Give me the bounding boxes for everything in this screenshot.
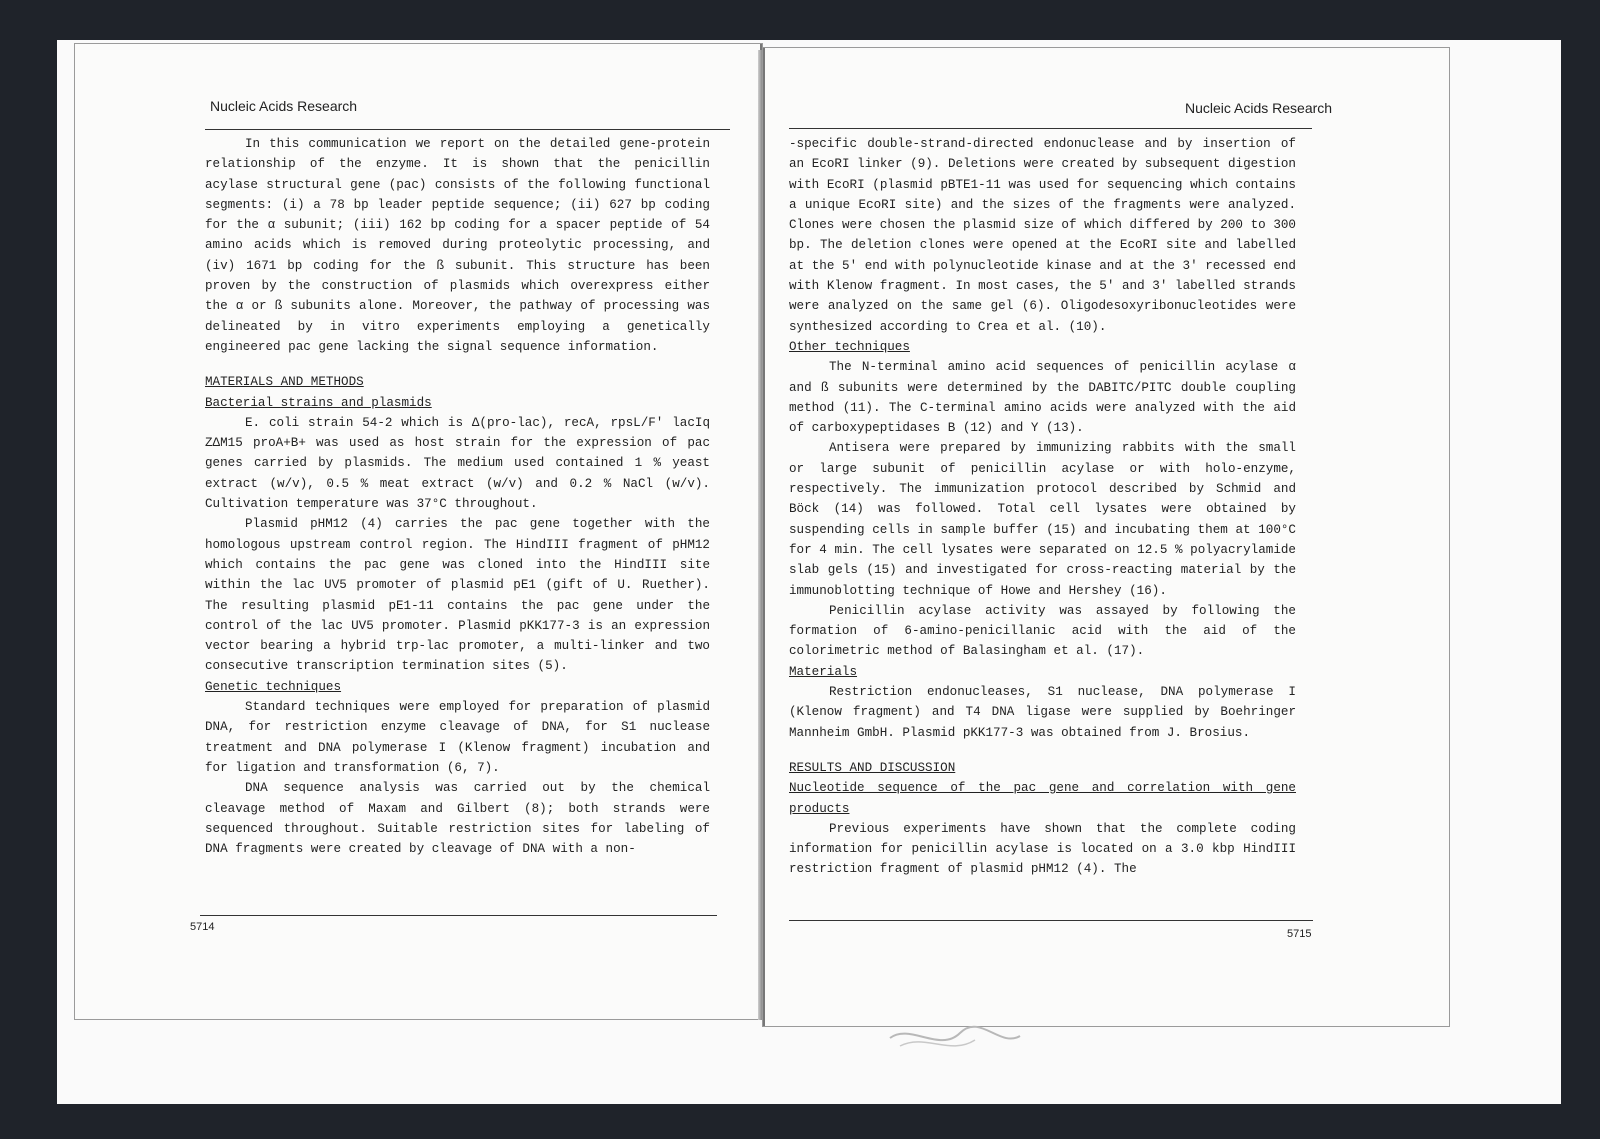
page-number-left: 5714 bbox=[190, 921, 215, 933]
continuation-paragraph: -specific double-strand-directed endonuclease and by insertion of an EcoRI linker (9). Deletions were created by subsequent digestion with EcoRI (plasmid pBTE1-11 was used for sequencing which contains a unique EcoRI site) and the sizes of the fragments were analyzed. Clones were chosen the plasmid size of which differed by 200 to 300 bp. The deletion clones were opened at the EcoRI site and labelled at the 5' end with polynucleotide kinase and at the 3' recessed end with Klenow fragment. In most cases, the 5' and 3' labelled strands were analyzed on the same gel (6). Oligodesoxyribonucleotides were synthesized according to Crea et al. (10). bbox=[789, 137, 1296, 334]
section-heading-results: RESULTS AND DISCUSSION bbox=[789, 760, 956, 775]
left-page bbox=[75, 44, 762, 1019]
journal-header-right: Nucleic Acids Research bbox=[1185, 100, 1333, 116]
ink-smudge bbox=[880, 1018, 1030, 1058]
journal-header-left: Nucleic Acids Research bbox=[210, 98, 358, 114]
page-number-right: 5715 bbox=[1287, 928, 1312, 940]
plasmid-paragraph: Plasmid pHM12 (4) carries the pac gene together with the homologous upstream control region. The HindIII fragment of pHM12 which contains the pac gene was cloned into the HindIII site within the lac UV5 promoter of plasmid pE1 (gift of U. Ruether). The resulting plasmid pE1-11 contains the pac gene under the control of the lac UV5 promoter. Plasmid pKK177-3 is an expression vector bearing a hybrid trp-lac promoter, a multi-linker and two consecutive transcription termination sites (5). bbox=[205, 517, 710, 674]
subheading-materials: Materials bbox=[789, 664, 858, 679]
antisera-paragraph: Antisera were prepared by immunizing rabbits with the small or large subunit of penicillin acylase or with holo-enzyme, respectively. The immunization protocol described by Schmid and Böck (14) was followed. Total cell lysates were obtained by suspending cells in sample buffer (15) and incubating them at 100°C for 4 min. The cell lysates were separated on 12.5 % polyacrylamide slab gels (15) and investigated for cross-reacting material by the immunoblotting technique of Howe and Hershey (16). bbox=[789, 441, 1296, 598]
genetic-paragraph: Standard techniques were employed for preparation of plasmid DNA, for restriction enzyme cleavage of DNA, for S1 nuclease treatment and DNA polymerase I (Klenow fragment) incubation and for ligation and transformation (6, 7). bbox=[205, 700, 710, 775]
footer-rule-right bbox=[789, 920, 1313, 921]
intro-paragraph: In this communication we report on the detailed gene-protein relationship of the enzyme. It is shown that the penicillin acylase structural gene (pac) consists of the following functional segments: (i) a 78 bp leader peptide sequence; (ii) 627 bp coding for the α subunit; (iii) 162 bp coding for a spacer peptide of 54 amino acids which is removed during proteolytic processing, and (iv) 1671 bp coding for the ß subunit. This structure has been proven by the construction of plasmids which overexpress either the α or ß subunits alone. Moreover, the pathway of processing was delineated by in vitro experiments employing a genetically engineered pac gene lacking the signal sequence information. bbox=[205, 137, 710, 354]
strain-paragraph: E. coli strain 54-2 which is Δ(pro-lac), recA, rpsL/F' lacIq ZΔM15 proA+B+ was used as host strain for the expression of pac genes carried by plasmids. The medium used contained 1 % yeast extract (w/v), 0.5 % meat extract (w/v) and 0.2 % NaCl (w/v). Cultivation temperature was 37°C throughout. bbox=[205, 415, 710, 512]
subheading-other: Other techniques bbox=[789, 339, 910, 354]
footer-rule-left bbox=[200, 915, 717, 916]
subheading-nucleotide: Nucleotide sequence of the pac gene and correlation with gene products bbox=[789, 781, 1296, 816]
right-text-column bbox=[789, 134, 1296, 880]
subheading-genetic: Genetic techniques bbox=[205, 679, 342, 694]
left-text-column bbox=[205, 134, 710, 859]
header-rule-right bbox=[789, 128, 1312, 129]
header-rule-left bbox=[205, 129, 730, 130]
section-heading-methods: MATERIALS AND METHODS bbox=[205, 375, 364, 390]
materials-paragraph: Restriction endonucleases, S1 nuclease, DNA polymerase I (Klenow fragment) and T4 DNA ligase were supplied by Boehringer Mannheim GmbH. Plasmid pKK177-3 was obtained from J. Brosius. bbox=[789, 685, 1296, 740]
previous-paragraph: Previous experiments have shown that the complete coding information for penicillin acylase is located on a 3.0 kbp HindIII restriction fragment of plasmid pHM12 (4). The bbox=[789, 821, 1296, 877]
nterminal-paragraph: The N-terminal amino acid sequences of penicillin acylase α and ß subunits were determined by the DABITC/PITC double coupling method (11). The C-terminal amino acids were analyzed with the aid of carboxypeptidases B (12) and Y (13). bbox=[789, 360, 1296, 436]
activity-paragraph: Penicillin acylase activity was assayed by following the formation of 6-amino-penicillanic acid with the aid of the colorimetric method of Balasingham et al. (17). bbox=[789, 603, 1296, 659]
subheading-bacterial: Bacterial strains and plasmids bbox=[205, 395, 432, 410]
dna-sequence-paragraph: DNA sequence analysis was carried out by the chemical cleavage method of Maxam and Gilbert (8); both strands were sequenced throughout. Suitable restriction sites for labeling of DNA fragments were created by cleavage of DNA with a non- bbox=[205, 781, 710, 857]
right-page bbox=[763, 48, 1449, 1026]
